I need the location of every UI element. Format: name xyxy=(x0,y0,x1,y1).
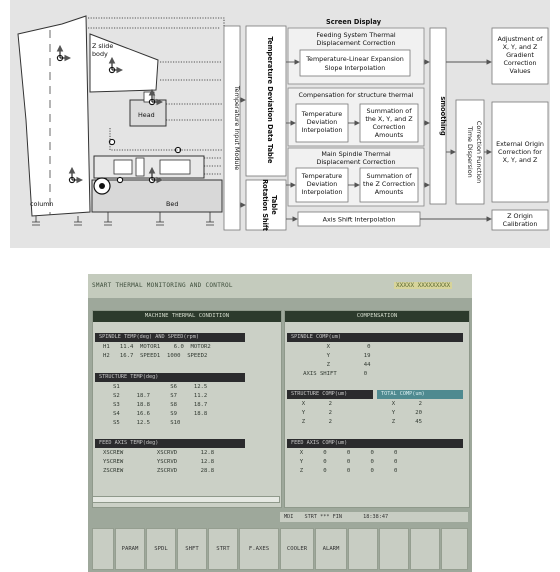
column-shape xyxy=(18,16,90,216)
softkey-param[interactable]: PARAM xyxy=(115,528,145,570)
structure-temp-deviation-3: Interpolation xyxy=(301,126,343,134)
time-dispersion-label-1: Time Dispersion xyxy=(466,126,474,178)
total-comp-row-2: Y 20 xyxy=(385,410,423,416)
smoothing-label: smoothing xyxy=(439,96,447,136)
left-panel-title: MACHINE THERMAL CONDITION xyxy=(93,311,281,322)
structure-temp-deviation-2: Deviation xyxy=(306,118,338,126)
bed-label: Bed xyxy=(166,200,179,208)
spindle-temp-deviation-2: Deviation xyxy=(306,180,338,188)
structure-summation-1: Summation of xyxy=(366,107,412,115)
feed-row-2: YSCREW YSCRVD 12.8 xyxy=(103,459,215,465)
rotation-shift-table-label-2: Table xyxy=(270,195,278,215)
structure-row-1: S1 S6 12.5 xyxy=(113,384,208,390)
screen-display-label: Screen Display xyxy=(326,18,382,26)
total-comp-header: TOTAL COMP(um) xyxy=(377,390,463,399)
feed-comp-row-3: Z 0 0 0 0 xyxy=(293,468,398,474)
diagram-canvas xyxy=(10,0,550,248)
head-label: Head xyxy=(138,111,155,119)
right-panel-title: COMPENSATION xyxy=(285,311,469,322)
spindle-comp-row-4: AXIS SHIFT 0 xyxy=(293,371,368,377)
structure-temp-header: STRUCTURE TEMP(deg) xyxy=(95,373,245,382)
temperature-input-module-label: Temperature Input Module xyxy=(233,85,241,171)
status-mode: MDI xyxy=(284,514,294,520)
z-slide-label-1: Z slide xyxy=(92,42,114,50)
softkey-strt[interactable]: STRT xyxy=(208,528,238,570)
status-text: STRT *** FIN xyxy=(304,514,342,520)
adjustment-output-2: X, Y, and Z xyxy=(502,43,538,51)
spindle-row-1: H1 11.4 MOTOR1 6.0 MOTOR2 xyxy=(103,344,211,350)
screen-top-right-code: XXXXX XXXXXXXXX xyxy=(396,282,451,289)
feed-row-1: XSCREW XSCRVD 12.8 xyxy=(103,450,215,456)
structure-row-4: S4 16.6 S9 18.8 xyxy=(113,411,208,417)
feed-axis-temp-header: FEED AXIS TEMP(deg) xyxy=(95,439,245,448)
structure-comp-row-1: X 2 xyxy=(295,401,333,407)
spindle-comp-header: SPINDLE COMP(um) xyxy=(287,333,463,342)
time-dispersion-label-2: Correction Function xyxy=(475,120,483,184)
total-comp-row-3: Z 45 xyxy=(385,419,423,425)
structure-row-3: S3 18.8 S8 18.7 xyxy=(113,402,208,408)
z-origin-output-2: Calibration xyxy=(502,220,538,228)
rotation-shift-table-label-1: Rotation Shift xyxy=(261,179,269,231)
softkey-spdl[interactable]: SPDL xyxy=(146,528,176,570)
temperature-deviation-data-table xyxy=(246,26,286,176)
spindle-temp-deviation-3: Interpolation xyxy=(301,188,343,196)
spindle-summation-3: Amounts xyxy=(374,188,404,196)
machine-thermal-condition-panel xyxy=(92,310,282,508)
softkey-f-axes[interactable]: F.AXES xyxy=(239,528,279,570)
adjustment-output-1: Adjustment of xyxy=(497,35,543,43)
structure-row-2: S2 18.7 S7 11.2 xyxy=(113,393,208,399)
softkey-11[interactable] xyxy=(410,528,440,570)
softkey-12[interactable] xyxy=(441,528,468,570)
feed-comp-row-2: Y 0 0 0 0 xyxy=(293,459,398,465)
softkey-10[interactable] xyxy=(379,528,409,570)
temperature-linear-expansion-label-1: Temperature-Linear Expansion xyxy=(306,55,404,63)
feed-comp-row-1: X 0 0 0 0 xyxy=(293,450,398,456)
feed-comp-header: FEED AXIS COMP(um) xyxy=(287,439,463,448)
structure-temp-deviation-1: Temperature xyxy=(301,110,343,118)
z-origin-output-1: Z Origin xyxy=(507,212,533,220)
softkey-alarm[interactable]: ALARM xyxy=(315,528,347,570)
feed-row-3: ZSCREW ZSCRVD 28.8 xyxy=(103,468,215,474)
status-bar xyxy=(280,512,468,522)
spindle-comp-row-2: Y 19 xyxy=(293,353,371,359)
softkey-9[interactable] xyxy=(348,528,378,570)
compensation-panel xyxy=(284,310,470,508)
softkey-cooler[interactable]: COOLER xyxy=(280,528,314,570)
axis-shift-interpolation-label: Axis Shift Interpolation xyxy=(322,215,396,224)
structure-summation-3: Correction xyxy=(372,123,406,131)
adjustment-output-3: Gradient xyxy=(506,51,534,59)
softkey-shft[interactable]: SHFT xyxy=(177,528,207,570)
external-origin-output-3: X, Y, and Z xyxy=(502,156,538,164)
thermal-compensation-diagram xyxy=(10,0,550,248)
spindle-summation-1: Summation of xyxy=(366,172,412,180)
adjustment-output-5: Values xyxy=(509,67,531,75)
cnc-thermal-screen xyxy=(88,274,472,572)
external-origin-output-1: External Origin xyxy=(496,140,544,148)
structure-comp-row-3: Z 2 xyxy=(295,419,333,425)
structure-row-5: S5 12.5 S10 xyxy=(113,420,181,426)
spindle-temp-header: SPINDLE TEMP(deg) AND SPEED(rpm) xyxy=(95,333,245,342)
feeding-system-title-2: Displacement Correction xyxy=(316,39,396,47)
main-spindle-title-1: Main Spindle Thermal xyxy=(321,150,391,158)
spindle-comp-row-3: Z 44 xyxy=(293,362,371,368)
temperature-linear-expansion-label-2: Slope Interpolation xyxy=(324,64,386,72)
external-origin-output-2: Correction for xyxy=(498,148,542,156)
input-line[interactable] xyxy=(92,496,280,503)
screen-title: SMART THERMAL MONITORING AND CONTROL xyxy=(92,282,233,289)
temperature-linear-expansion-box xyxy=(300,50,410,76)
spindle-temp-deviation-1: Temperature xyxy=(301,172,343,180)
bed-shape xyxy=(92,180,222,212)
main-spindle-title-2: Displacement Correction xyxy=(316,158,396,166)
softkey-1[interactable] xyxy=(92,528,114,570)
status-time: 18:38:47 xyxy=(363,514,389,520)
total-comp-row-1: X 2 xyxy=(385,401,423,407)
machine-illustration xyxy=(18,16,224,225)
spindle-comp-row-1: X 0 xyxy=(293,344,371,350)
structure-thermal-title: Compensation for structure thermal xyxy=(298,91,414,99)
structure-comp-row-2: Y 2 xyxy=(295,410,333,416)
spindle-row-2: H2 16.7 SPEED1 1000 SPEED2 xyxy=(103,353,208,359)
column-label: column xyxy=(30,200,54,208)
structure-summation-4: Amounts xyxy=(374,131,404,139)
structure-summation-2: the X, Y, and Z xyxy=(365,115,413,123)
adjustment-output-4: Correction xyxy=(503,59,537,67)
z-slide-label-2: body xyxy=(92,50,108,58)
temperature-deviation-data-table-label: Temperature Deviation Data Table xyxy=(266,36,274,164)
spindle-summation-2: the Z Correction xyxy=(363,180,415,188)
feeding-system-title-1: Feeding System Thermal xyxy=(316,31,396,39)
structure-comp-header: STRUCTURE COMP(um) xyxy=(287,390,373,399)
